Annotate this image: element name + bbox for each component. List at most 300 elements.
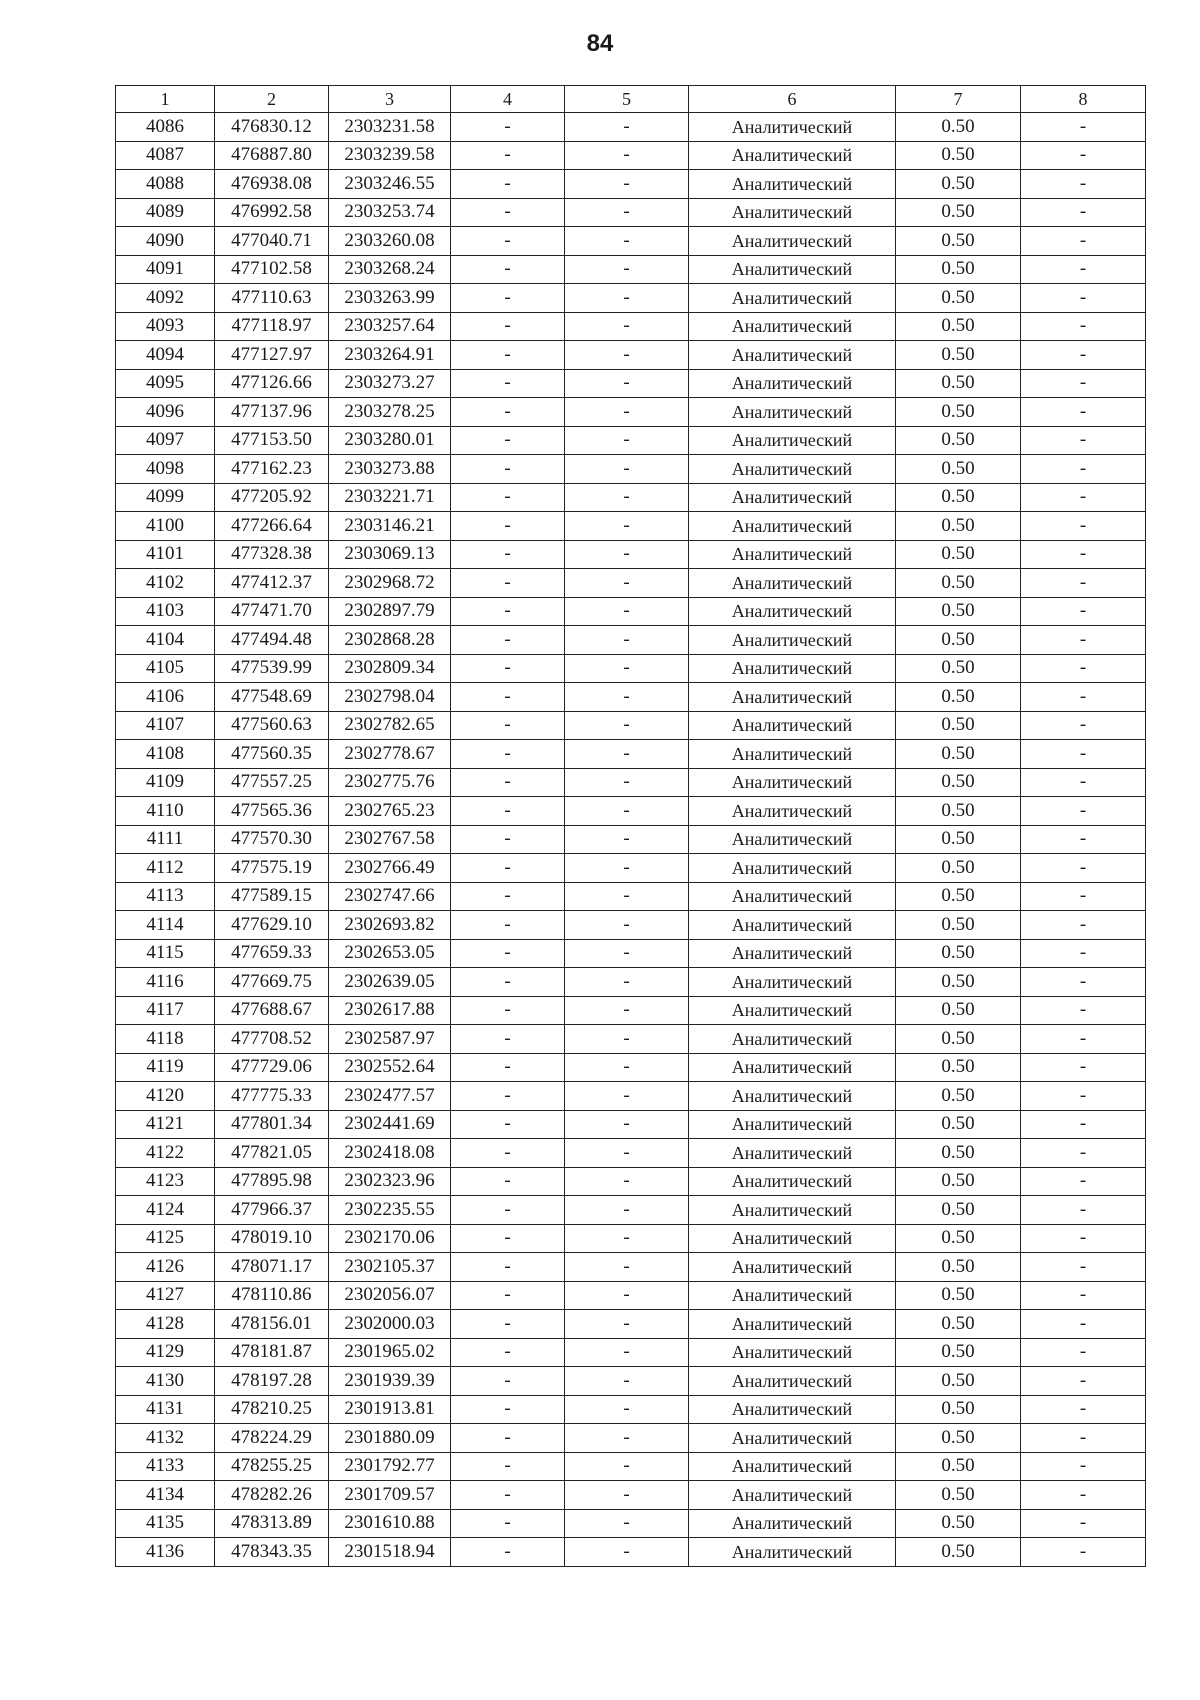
table-row [116, 1082, 1146, 1111]
x-coordinate-cell: 478197.28 [215, 1367, 329, 1396]
method-cell: Аналитический [689, 797, 896, 826]
col5-cell: - [565, 740, 689, 769]
table-row [116, 626, 1146, 655]
point-number-cell: 4090 [116, 227, 215, 256]
table-row [116, 683, 1146, 712]
method-cell: Аналитический [689, 740, 896, 769]
table-row [116, 711, 1146, 740]
method-cell: Аналитический [689, 569, 896, 598]
col8-cell: - [1021, 1253, 1146, 1282]
col4-cell: - [451, 1481, 565, 1510]
table-row [116, 996, 1146, 1025]
x-coordinate-cell: 477966.37 [215, 1196, 329, 1225]
col8-cell: - [1021, 1395, 1146, 1424]
y-coordinate-cell: 2303280.01 [329, 426, 451, 455]
y-coordinate-cell: 2303231.58 [329, 113, 451, 142]
accuracy-cell: 0.50 [896, 825, 1021, 854]
col8-cell: - [1021, 1082, 1146, 1111]
col5-cell: - [565, 939, 689, 968]
col5-cell: - [565, 170, 689, 199]
method-cell: Аналитический [689, 1338, 896, 1367]
point-number-cell: 4115 [116, 939, 215, 968]
col5-cell: - [565, 113, 689, 142]
column-header-3: 3 [329, 86, 451, 113]
col4-cell: - [451, 1310, 565, 1339]
x-coordinate-cell: 477153.50 [215, 426, 329, 455]
col4-cell: - [451, 483, 565, 512]
method-cell: Аналитический [689, 854, 896, 883]
x-coordinate-cell: 477669.75 [215, 968, 329, 997]
y-coordinate-cell: 2301880.09 [329, 1424, 451, 1453]
accuracy-cell: 0.50 [896, 1509, 1021, 1538]
y-coordinate-cell: 2302766.49 [329, 854, 451, 883]
method-cell: Аналитический [689, 968, 896, 997]
point-number-cell: 4126 [116, 1253, 215, 1282]
method-cell: Аналитический [689, 711, 896, 740]
method-cell: Аналитический [689, 1509, 896, 1538]
method-cell: Аналитический [689, 597, 896, 626]
col4-cell: - [451, 1139, 565, 1168]
accuracy-cell: 0.50 [896, 512, 1021, 541]
col4-cell: - [451, 711, 565, 740]
col5-cell: - [565, 341, 689, 370]
y-coordinate-cell: 2302617.88 [329, 996, 451, 1025]
col4-cell: - [451, 996, 565, 1025]
accuracy-cell: 0.50 [896, 768, 1021, 797]
method-cell: Аналитический [689, 455, 896, 484]
method-cell: Аналитический [689, 1310, 896, 1339]
col8-cell: - [1021, 968, 1146, 997]
table-row [116, 540, 1146, 569]
col4-cell: - [451, 939, 565, 968]
col4-cell: - [451, 227, 565, 256]
accuracy-cell: 0.50 [896, 626, 1021, 655]
method-cell: Аналитический [689, 170, 896, 199]
accuracy-cell: 0.50 [896, 968, 1021, 997]
col5-cell: - [565, 825, 689, 854]
table-row [116, 854, 1146, 883]
table-row [116, 341, 1146, 370]
col8-cell: - [1021, 1139, 1146, 1168]
table-row [116, 255, 1146, 284]
col4-cell: - [451, 1082, 565, 1111]
x-coordinate-cell: 478282.26 [215, 1481, 329, 1510]
x-coordinate-cell: 477137.96 [215, 398, 329, 427]
accuracy-cell: 0.50 [896, 540, 1021, 569]
x-coordinate-cell: 478019.10 [215, 1224, 329, 1253]
table-row [116, 1395, 1146, 1424]
y-coordinate-cell: 2302418.08 [329, 1139, 451, 1168]
accuracy-cell: 0.50 [896, 797, 1021, 826]
x-coordinate-cell: 478071.17 [215, 1253, 329, 1282]
point-number-cell: 4135 [116, 1509, 215, 1538]
y-coordinate-cell: 2301610.88 [329, 1509, 451, 1538]
y-coordinate-cell: 2302000.03 [329, 1310, 451, 1339]
col4-cell: - [451, 141, 565, 170]
accuracy-cell: 0.50 [896, 1538, 1021, 1567]
accuracy-cell: 0.50 [896, 654, 1021, 683]
x-coordinate-cell: 477688.67 [215, 996, 329, 1025]
col8-cell: - [1021, 426, 1146, 455]
y-coordinate-cell: 2302653.05 [329, 939, 451, 968]
method-cell: Аналитический [689, 1481, 896, 1510]
y-coordinate-cell: 2303273.88 [329, 455, 451, 484]
col4-cell: - [451, 1509, 565, 1538]
table-row [116, 170, 1146, 199]
x-coordinate-cell: 477266.64 [215, 512, 329, 541]
table-row [116, 1452, 1146, 1481]
table-row [116, 512, 1146, 541]
accuracy-cell: 0.50 [896, 1082, 1021, 1111]
method-cell: Аналитический [689, 483, 896, 512]
y-coordinate-cell: 2302477.57 [329, 1082, 451, 1111]
col4-cell: - [451, 683, 565, 712]
method-cell: Аналитический [689, 1167, 896, 1196]
y-coordinate-cell: 2302441.69 [329, 1110, 451, 1139]
point-number-cell: 4108 [116, 740, 215, 769]
x-coordinate-cell: 477205.92 [215, 483, 329, 512]
x-coordinate-cell: 478210.25 [215, 1395, 329, 1424]
col4-cell: - [451, 1452, 565, 1481]
page-number: 84 [586, 30, 614, 57]
col8-cell: - [1021, 170, 1146, 199]
table-row [116, 1139, 1146, 1168]
point-number-cell: 4095 [116, 369, 215, 398]
x-coordinate-cell: 477895.98 [215, 1167, 329, 1196]
col5-cell: - [565, 426, 689, 455]
point-number-cell: 4136 [116, 1538, 215, 1567]
x-coordinate-cell: 477729.06 [215, 1053, 329, 1082]
y-coordinate-cell: 2303268.24 [329, 255, 451, 284]
table-row [116, 141, 1146, 170]
table-row [116, 398, 1146, 427]
y-coordinate-cell: 2301518.94 [329, 1538, 451, 1567]
method-cell: Аналитический [689, 882, 896, 911]
y-coordinate-cell: 2303221.71 [329, 483, 451, 512]
col8-cell: - [1021, 1424, 1146, 1453]
x-coordinate-cell: 476887.80 [215, 141, 329, 170]
point-number-cell: 4129 [116, 1338, 215, 1367]
column-header-6: 6 [689, 86, 896, 113]
point-number-cell: 4089 [116, 198, 215, 227]
accuracy-cell: 0.50 [896, 398, 1021, 427]
accuracy-cell: 0.50 [896, 996, 1021, 1025]
accuracy-cell: 0.50 [896, 1424, 1021, 1453]
accuracy-cell: 0.50 [896, 1053, 1021, 1082]
accuracy-cell: 0.50 [896, 284, 1021, 313]
table-row [116, 1481, 1146, 1510]
y-coordinate-cell: 2302747.66 [329, 882, 451, 911]
table-row [116, 597, 1146, 626]
point-number-cell: 4093 [116, 312, 215, 341]
method-cell: Аналитический [689, 626, 896, 655]
point-number-cell: 4104 [116, 626, 215, 655]
method-cell: Аналитический [689, 1025, 896, 1054]
accuracy-cell: 0.50 [896, 113, 1021, 142]
col4-cell: - [451, 170, 565, 199]
col5-cell: - [565, 483, 689, 512]
col4-cell: - [451, 768, 565, 797]
col4-cell: - [451, 968, 565, 997]
point-number-cell: 4087 [116, 141, 215, 170]
y-coordinate-cell: 2303069.13 [329, 540, 451, 569]
point-number-cell: 4118 [116, 1025, 215, 1054]
method-cell: Аналитический [689, 1224, 896, 1253]
accuracy-cell: 0.50 [896, 455, 1021, 484]
point-number-cell: 4102 [116, 569, 215, 598]
y-coordinate-cell: 2303246.55 [329, 170, 451, 199]
point-number-cell: 4106 [116, 683, 215, 712]
y-coordinate-cell: 2302587.97 [329, 1025, 451, 1054]
col8-cell: - [1021, 740, 1146, 769]
col8-cell: - [1021, 341, 1146, 370]
col5-cell: - [565, 1224, 689, 1253]
table-row [116, 1025, 1146, 1054]
y-coordinate-cell: 2303278.25 [329, 398, 451, 427]
table-row [116, 227, 1146, 256]
table-body [116, 113, 1146, 1567]
y-coordinate-cell: 2302056.07 [329, 1281, 451, 1310]
accuracy-cell: 0.50 [896, 1338, 1021, 1367]
point-number-cell: 4130 [116, 1367, 215, 1396]
col4-cell: - [451, 540, 565, 569]
table-row [116, 483, 1146, 512]
col4-cell: - [451, 284, 565, 313]
y-coordinate-cell: 2302968.72 [329, 569, 451, 598]
col4-cell: - [451, 455, 565, 484]
accuracy-cell: 0.50 [896, 597, 1021, 626]
point-number-cell: 4132 [116, 1424, 215, 1453]
y-coordinate-cell: 2302798.04 [329, 683, 451, 712]
x-coordinate-cell: 478181.87 [215, 1338, 329, 1367]
col5-cell: - [565, 1053, 689, 1082]
x-coordinate-cell: 477162.23 [215, 455, 329, 484]
col5-cell: - [565, 512, 689, 541]
col5-cell: - [565, 626, 689, 655]
column-header-5: 5 [565, 86, 689, 113]
y-coordinate-cell: 2302778.67 [329, 740, 451, 769]
x-coordinate-cell: 477539.99 [215, 654, 329, 683]
table-row [116, 1538, 1146, 1567]
table-row [116, 455, 1146, 484]
col5-cell: - [565, 1424, 689, 1453]
x-coordinate-cell: 477775.33 [215, 1082, 329, 1111]
col4-cell: - [451, 626, 565, 655]
col4-cell: - [451, 255, 565, 284]
point-number-cell: 4105 [116, 654, 215, 683]
accuracy-cell: 0.50 [896, 1452, 1021, 1481]
accuracy-cell: 0.50 [896, 569, 1021, 598]
accuracy-cell: 0.50 [896, 740, 1021, 769]
table-row [116, 569, 1146, 598]
col4-cell: - [451, 426, 565, 455]
x-coordinate-cell: 477548.69 [215, 683, 329, 712]
method-cell: Аналитический [689, 113, 896, 142]
table-row [116, 1338, 1146, 1367]
col4-cell: - [451, 654, 565, 683]
col5-cell: - [565, 1367, 689, 1396]
col5-cell: - [565, 797, 689, 826]
col5-cell: - [565, 1509, 689, 1538]
col4-cell: - [451, 1196, 565, 1225]
point-number-cell: 4096 [116, 398, 215, 427]
col5-cell: - [565, 654, 689, 683]
col5-cell: - [565, 1538, 689, 1567]
method-cell: Аналитический [689, 341, 896, 370]
point-number-cell: 4134 [116, 1481, 215, 1510]
method-cell: Аналитический [689, 939, 896, 968]
col5-cell: - [565, 1395, 689, 1424]
point-number-cell: 4088 [116, 170, 215, 199]
col8-cell: - [1021, 597, 1146, 626]
accuracy-cell: 0.50 [896, 1139, 1021, 1168]
table-row [116, 968, 1146, 997]
y-coordinate-cell: 2303239.58 [329, 141, 451, 170]
method-cell: Аналитический [689, 1367, 896, 1396]
col8-cell: - [1021, 255, 1146, 284]
method-cell: Аналитический [689, 255, 896, 284]
y-coordinate-cell: 2301939.39 [329, 1367, 451, 1396]
x-coordinate-cell: 477801.34 [215, 1110, 329, 1139]
table-row [116, 740, 1146, 769]
col5-cell: - [565, 455, 689, 484]
y-coordinate-cell: 2302235.55 [329, 1196, 451, 1225]
col8-cell: - [1021, 1110, 1146, 1139]
accuracy-cell: 0.50 [896, 170, 1021, 199]
table-row [116, 882, 1146, 911]
x-coordinate-cell: 477570.30 [215, 825, 329, 854]
accuracy-cell: 0.50 [896, 1281, 1021, 1310]
accuracy-cell: 0.50 [896, 227, 1021, 256]
point-number-cell: 4128 [116, 1310, 215, 1339]
x-coordinate-cell: 478224.29 [215, 1424, 329, 1453]
method-cell: Аналитический [689, 825, 896, 854]
method-cell: Аналитический [689, 1452, 896, 1481]
col4-cell: - [451, 113, 565, 142]
y-coordinate-cell: 2302552.64 [329, 1053, 451, 1082]
col8-cell: - [1021, 113, 1146, 142]
accuracy-cell: 0.50 [896, 483, 1021, 512]
col5-cell: - [565, 312, 689, 341]
col8-cell: - [1021, 825, 1146, 854]
x-coordinate-cell: 477821.05 [215, 1139, 329, 1168]
col8-cell: - [1021, 1452, 1146, 1481]
point-number-cell: 4101 [116, 540, 215, 569]
col5-cell: - [565, 968, 689, 997]
table-row [116, 1253, 1146, 1282]
col5-cell: - [565, 1167, 689, 1196]
y-coordinate-cell: 2302170.06 [329, 1224, 451, 1253]
col5-cell: - [565, 882, 689, 911]
point-number-cell: 4109 [116, 768, 215, 797]
col4-cell: - [451, 597, 565, 626]
col8-cell: - [1021, 939, 1146, 968]
point-number-cell: 4127 [116, 1281, 215, 1310]
method-cell: Аналитический [689, 911, 896, 940]
col8-cell: - [1021, 1310, 1146, 1339]
col8-cell: - [1021, 683, 1146, 712]
table-row [116, 654, 1146, 683]
accuracy-cell: 0.50 [896, 1253, 1021, 1282]
point-number-cell: 4094 [116, 341, 215, 370]
method-cell: Аналитический [689, 369, 896, 398]
method-cell: Аналитический [689, 198, 896, 227]
method-cell: Аналитический [689, 312, 896, 341]
method-cell: Аналитический [689, 996, 896, 1025]
col4-cell: - [451, 825, 565, 854]
x-coordinate-cell: 477110.63 [215, 284, 329, 313]
col5-cell: - [565, 1082, 689, 1111]
y-coordinate-cell: 2303260.08 [329, 227, 451, 256]
point-number-cell: 4111 [116, 825, 215, 854]
method-cell: Аналитический [689, 398, 896, 427]
method-cell: Аналитический [689, 540, 896, 569]
col5-cell: - [565, 854, 689, 883]
y-coordinate-cell: 2302897.79 [329, 597, 451, 626]
col8-cell: - [1021, 797, 1146, 826]
point-number-cell: 4117 [116, 996, 215, 1025]
x-coordinate-cell: 478313.89 [215, 1509, 329, 1538]
col8-cell: - [1021, 512, 1146, 541]
point-number-cell: 4114 [116, 911, 215, 940]
col8-cell: - [1021, 882, 1146, 911]
col4-cell: - [451, 1224, 565, 1253]
y-coordinate-cell: 2302105.37 [329, 1253, 451, 1282]
col8-cell: - [1021, 369, 1146, 398]
method-cell: Аналитический [689, 683, 896, 712]
accuracy-cell: 0.50 [896, 198, 1021, 227]
y-coordinate-cell: 2303264.91 [329, 341, 451, 370]
col8-cell: - [1021, 996, 1146, 1025]
col4-cell: - [451, 369, 565, 398]
x-coordinate-cell: 477118.97 [215, 312, 329, 341]
col5-cell: - [565, 398, 689, 427]
point-number-cell: 4122 [116, 1139, 215, 1168]
col8-cell: - [1021, 711, 1146, 740]
col5-cell: - [565, 1452, 689, 1481]
point-number-cell: 4133 [116, 1452, 215, 1481]
x-coordinate-cell: 477471.70 [215, 597, 329, 626]
col8-cell: - [1021, 1367, 1146, 1396]
col4-cell: - [451, 1167, 565, 1196]
x-coordinate-cell: 477328.38 [215, 540, 329, 569]
col4-cell: - [451, 1338, 565, 1367]
point-number-cell: 4092 [116, 284, 215, 313]
table-row [116, 1224, 1146, 1253]
col5-cell: - [565, 1025, 689, 1054]
x-coordinate-cell: 478156.01 [215, 1310, 329, 1339]
accuracy-cell: 0.50 [896, 1310, 1021, 1339]
table-row [116, 1053, 1146, 1082]
col5-cell: - [565, 996, 689, 1025]
accuracy-cell: 0.50 [896, 1110, 1021, 1139]
col5-cell: - [565, 1110, 689, 1139]
x-coordinate-cell: 477560.63 [215, 711, 329, 740]
point-number-cell: 4112 [116, 854, 215, 883]
col4-cell: - [451, 740, 565, 769]
point-number-cell: 4098 [116, 455, 215, 484]
point-number-cell: 4120 [116, 1082, 215, 1111]
y-coordinate-cell: 2302782.65 [329, 711, 451, 740]
y-coordinate-cell: 2302765.23 [329, 797, 451, 826]
table-row [116, 113, 1146, 142]
method-cell: Аналитический [689, 1538, 896, 1567]
col8-cell: - [1021, 654, 1146, 683]
col8-cell: - [1021, 483, 1146, 512]
col5-cell: - [565, 1310, 689, 1339]
y-coordinate-cell: 2302323.96 [329, 1167, 451, 1196]
col8-cell: - [1021, 227, 1146, 256]
